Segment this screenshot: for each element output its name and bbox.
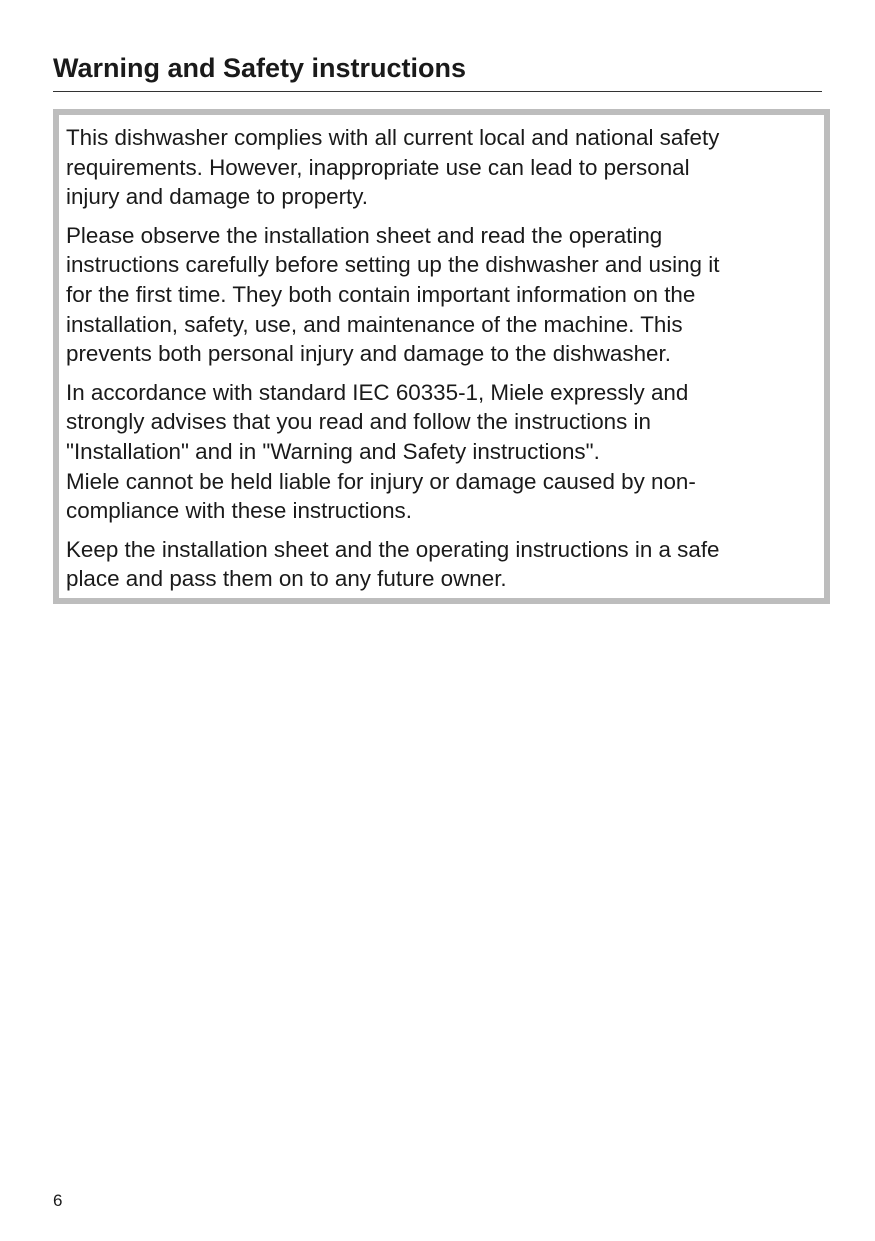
text-line: In accordance with standard IEC 60335-1, Miele expressly and (66, 379, 689, 405)
paragraph-read-instructions (66, 221, 814, 369)
text-line: instructions carefully before setting up the dishwasher and using it (66, 252, 720, 278)
text-line: place and pass them on to any future owner. (66, 566, 507, 592)
paragraph-keep-instructions (66, 535, 814, 594)
title-divider (53, 91, 822, 92)
paragraph-iec-standard (66, 378, 814, 526)
page-number: 6 (53, 1191, 63, 1210)
paragraph-compliance (66, 123, 814, 212)
text-line: This dishwasher complies with all current local and national safety (66, 125, 720, 150)
text-line: strongly advises that you read and follow the instructions in (66, 409, 651, 435)
text-line: installation, safety, use, and maintenance of the machine. This (66, 311, 683, 337)
text-line: compliance with these instructions. (66, 498, 412, 524)
text-line: Miele cannot be held liable for injury or damage caused by non- (66, 468, 696, 494)
text-line: "Installation" and in "Warning and Safety instructions". (66, 438, 600, 464)
text-line: prevents both personal injury and damage to the dishwasher. (66, 341, 671, 367)
warning-box (53, 109, 830, 604)
text-line: Please observe the installation sheet and read the operating (66, 222, 663, 248)
text-line: requirements. However, inappropriate use can lead to personal (66, 154, 690, 180)
text-line: for the first time. They both contain important information on the (66, 281, 696, 307)
page-title: Warning and Safety instructions (53, 53, 467, 83)
text-line: injury and damage to property. (66, 184, 369, 210)
text-line: Keep the installation sheet and the operating instructions in a safe (66, 536, 720, 562)
